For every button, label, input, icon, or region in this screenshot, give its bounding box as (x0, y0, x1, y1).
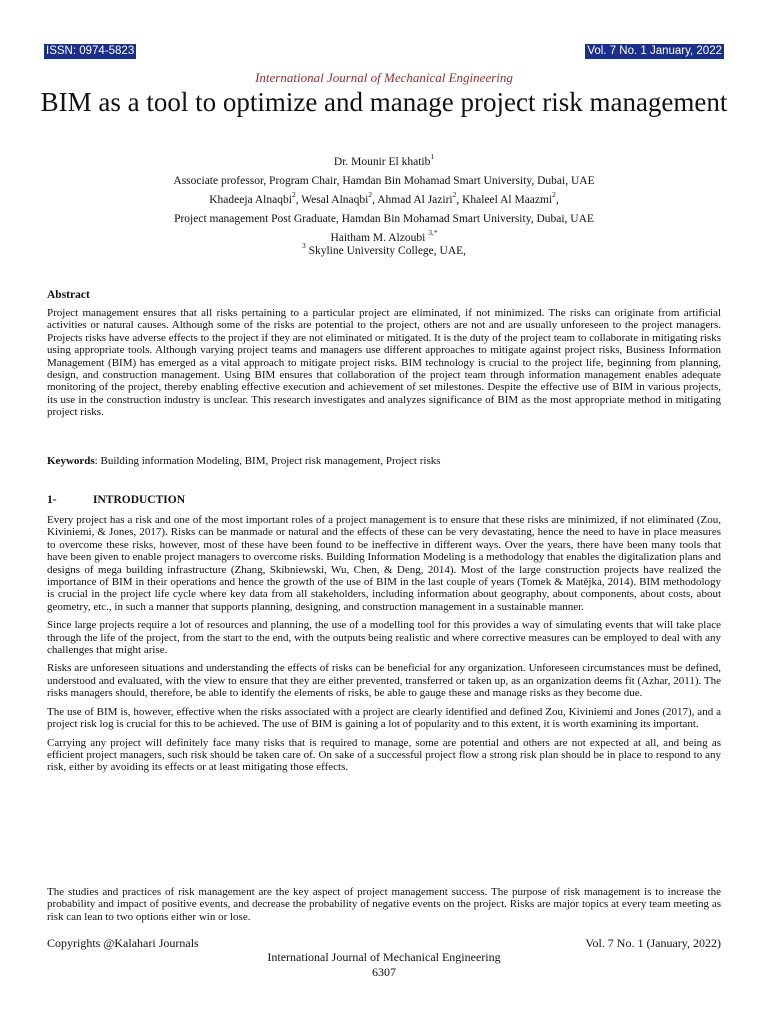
footer-journal-block (0, 950, 768, 980)
author-line-2: Khadeeja Alnaqbi$^2$, Wesal Alnaqbi$^2$, Ahmad Al Jaziri$^2$, Khaleel Al Maazmi$^2$, (209, 190, 559, 206)
affiliation-2: Project management Post Graduate, Hamdan Bin Mohamad Smart University, Dubai, UAE (174, 213, 594, 225)
volume-badge: Vol. 7 No. 1 January, 2022 (587, 45, 722, 57)
footer-volume: Vol. 7 No. 1 (January, 2022) (585, 936, 721, 950)
affiliation-3 (40, 241, 728, 258)
journal-name: International Journal of Mechanical Engineering (255, 70, 513, 85)
section-number: 1- (47, 494, 57, 506)
intro-paragraph: Carrying any project will definitely face many risks that is required to manage, some are potential and others are not expected at all, and being as efficient project managers, such risk should be taken care of. On sake of a successful project flow a strong risk plan should be in place to respond to any risk, either by avoiding its effects or at least mitigating those effects. (47, 736, 721, 774)
risk-management-paragraph (47, 886, 721, 929)
author-name: Dr. Mounir El khatib (333, 156, 431, 168)
footer-copyright: Copyrights @Kalahari Journals (47, 936, 199, 950)
issn-badge: ISSN: 0974-5823 (46, 45, 135, 57)
author-superscript: 2 (368, 190, 373, 200)
closing-paragraph: The studies and practices of risk management are the key aspect of project management success. The purpose of risk management is to increase the probability and impact of positive events, and decrease the probability of negative events on the project. Risks are major topics at every team meeting as risk can lean to two options either win or lose. (47, 886, 721, 923)
author-name: Khadeeja Alnaqbi (209, 194, 292, 206)
keywords-label: Keywords (47, 455, 95, 467)
author-superscript: 1 (430, 152, 435, 162)
author-superscript: 2 (552, 190, 556, 200)
author-name: Wesal Alnaqbi (301, 194, 369, 206)
abstract-heading: Abstract (47, 289, 90, 301)
intro-paragraph: Every project has a risk and one of the most important roles of a project management is to ensure that these risks are minimized, if not eliminated (Zou, Kiviniemi, & Jones, 2017). Risks can be manmade or natural and the effects of these can be very devastating, hence the need to have in place measures to overcome these risks, however, most of these have been found to be ineffective in different ways. Over the years, there have been many tools that have been given to enable project managers to overcome risks. Building Information Modeling is a methodology that enables the digitalization plans and designs of mega building infrastructure (Zhang, Skibniewski, Wu, Chen, & Deng, 2014). Most of the large construction projects have realized the importance of BIM in their operations and hence the growth of the use of BIM in the last couple of years (Tomek & Matějka, 2014). BIM methodology is crucial in the project life cycle where key data from all stakeholders, including information about geography, about components, about costs, about geometry, etc., in such a manner that supports planning, designing, and construction management in a sustainable manner. (47, 514, 721, 613)
author-superscript: 2 (291, 190, 296, 200)
intro-paragraph: Risks are unforeseen situations and understanding the effects of risks can be beneficial for any organization. Unforeseen circumstances must be defined, understood and evaluated, with the view to ensure that they are either prevented, transferred or taken up, as an organization deems fit (Azhar, 2011). The risks managers should, therefore, be able to identify the elements of risks, be able to gauge these and manage risks as they become due. (47, 662, 721, 700)
author-line-1 (40, 152, 728, 169)
author-name: Khaleel Al Maazmi (462, 194, 553, 206)
section-title: INTRODUCTION (93, 494, 186, 506)
keywords-line (47, 455, 721, 467)
affiliation-1: Associate professor, Program Chair, Hamdan Bin Mohamad Smart University, Dubai, UAE (173, 175, 595, 187)
footer-journal: International Journal of Mechanical Engineering (267, 950, 501, 964)
affiliation-superscript: 3 (301, 241, 306, 251)
affiliation-text: Skyline University College, UAE, (305, 245, 467, 257)
intro-paragraph: Since large projects require a lot of resources and planning, the use of a modelling tool for this provides a way of simulating events that will take place through the life of the project, from the start to the end, with the outputs being realistic and where corrective measures can be employed to deal with any challenges that might arise. (47, 619, 721, 657)
author-name: Ahmad Al Jaziri (377, 194, 453, 206)
section-heading (47, 494, 185, 506)
paper-title: BIM as a tool to optimize and manage project risk management (40, 87, 728, 117)
page-number: 6307 (372, 965, 396, 979)
author-name: Haitham M. Alzoubi (330, 232, 429, 244)
keywords-text: : Building information Modeling, BIM, Project risk management, Project risks (94, 455, 441, 467)
intro-paragraph: The use of BIM is, however, effective when the risks associated with a project are clearly identified and defined Zou, Kiviniemi and Jones (2017), and a project risk log is crucial for this to be achieved. The use of BIM is gaining a lot of popularity and to this extent, it is worth examining its important. (47, 705, 721, 731)
introduction-body (47, 514, 721, 780)
author-line-3 (40, 228, 728, 245)
abstract-paragraph: Project management ensures that all risks pertaining to a particular project are eliminated, if not minimized. The risks can originate from artificial activities or natural causes. Although some of the risks are potential to the project, others are not and are usually unforeseen to the project managers. Projects risks have adverse effects to the project if they are not eliminated or mitigated. It is the duty of the project team to collaborate in mitigating risks using appropriate tools. Although varying project teams and managers use different approaches to mitigate against project risks, Business Information Management (BIM) has emerged as a vital approach to mitigate project risks. BIM technology is crucial to the project life, beginning from planning, design, and construction management. Using BIM ensures that collaboration of the project team through information management enables adequate monitoring of the project, thereby enabling effective execution and achievement of set milestones. Despite the effective use of BIM in various projects, its use in the construction industry is unclear. This research investigates and analyzes significance of BIM as the most appropriate method in mitigating project risks. (47, 307, 721, 419)
abstract-text (47, 307, 721, 425)
author-superscript: 2 (452, 190, 457, 200)
author-block (40, 152, 728, 264)
author-superscript: 3,* (428, 228, 438, 238)
